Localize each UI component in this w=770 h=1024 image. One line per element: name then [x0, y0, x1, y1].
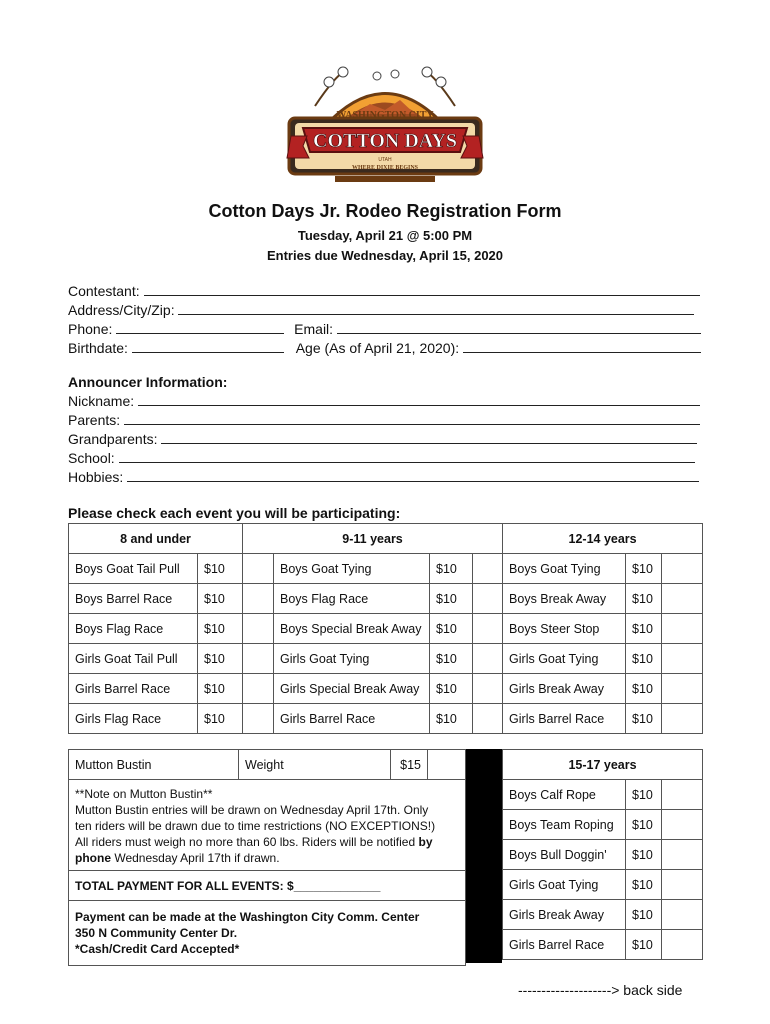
event-checkbox[interactable] [473, 554, 503, 584]
grandparents-row [68, 431, 697, 447]
payment-line-3: *Cash/Credit Card Accepted* [75, 942, 240, 956]
event-checkbox[interactable] [662, 900, 703, 930]
event-name: Boys Steer Stop [503, 614, 626, 644]
address-label: Address/City/Zip: [68, 302, 175, 318]
contestant-label: Contestant: [68, 283, 140, 299]
payment-line-2: 350 N Community Center Dr. [75, 926, 238, 940]
group-15-17: 15-17 years [503, 750, 703, 780]
email-field[interactable] [337, 321, 701, 334]
older-table [502, 749, 703, 960]
age-label: Age (As of April 21, 2020): [295, 340, 460, 356]
event-fee: $10 [198, 674, 243, 704]
contestant-field[interactable] [144, 283, 700, 296]
event-checkbox[interactable] [243, 554, 274, 584]
phone-row [68, 321, 701, 337]
event-name: Girls Barrel Race [503, 930, 626, 960]
back-side-note: --------------------> back side [518, 982, 683, 998]
mutton-row [69, 750, 466, 780]
mutton-weight-label: Weight [239, 750, 391, 780]
older-header-row [503, 750, 703, 780]
event-name: Girls Flag Race [69, 704, 198, 734]
note-line-2: ten riders will be drawn due to time restrictions (NO EXCEPTIONS!) [75, 819, 436, 833]
events-header-row [69, 524, 703, 554]
event-name: Girls Goat Tying [503, 644, 626, 674]
event-row [69, 554, 703, 584]
event-checkbox[interactable] [473, 674, 503, 704]
birthdate-field[interactable] [132, 340, 284, 353]
event-checkbox[interactable] [662, 840, 703, 870]
group-12-14: 12-14 years [503, 524, 703, 554]
group-9-11: 9-11 years [243, 524, 503, 554]
event-fee: $10 [626, 840, 662, 870]
event-name: Boys Flag Race [69, 614, 198, 644]
event-fee: $10 [626, 614, 662, 644]
event-fee: $10 [430, 584, 473, 614]
event-name: Boys Flag Race [274, 584, 430, 614]
logo-main-text: COTTON DAYS [313, 130, 457, 152]
parents-row [68, 412, 700, 428]
event-name: Boys Calf Rope [503, 780, 626, 810]
events-table [68, 523, 703, 734]
older-event-row [503, 780, 703, 810]
event-checkbox[interactable] [243, 644, 274, 674]
event-fee: $10 [198, 704, 243, 734]
event-row [69, 584, 703, 614]
logo-small-text: UTAH [378, 157, 392, 163]
event-fee: $10 [626, 554, 662, 584]
cotton-days-logo [285, 66, 485, 191]
event-fee: $10 [626, 810, 662, 840]
older-event-row [503, 840, 703, 870]
grandparents-label: Grandparents: [68, 431, 158, 447]
event-fee: $10 [430, 674, 473, 704]
event-checkbox[interactable] [243, 704, 274, 734]
age-field[interactable] [463, 340, 701, 353]
note-line-3b: by [418, 835, 433, 849]
event-checkbox[interactable] [473, 644, 503, 674]
logo-top-text: WASHINGTON CITY [336, 110, 434, 121]
note-line-3: All riders must weigh no more than 60 lbs. Riders will be notified [75, 835, 416, 849]
event-checkbox[interactable] [662, 614, 703, 644]
payment-row [69, 901, 466, 966]
event-fee: $10 [430, 554, 473, 584]
event-name: Boys Goat Tying [503, 554, 626, 584]
note-title: **Note on Mutton Bustin** [75, 787, 213, 801]
event-checkbox[interactable] [473, 584, 503, 614]
event-fee: $10 [626, 674, 662, 704]
hobbies-row [68, 469, 699, 485]
school-label: School: [68, 450, 115, 466]
event-checkbox[interactable] [662, 704, 703, 734]
nickname-label: Nickname: [68, 393, 135, 409]
entries-due: Entries due Wednesday, April 15, 2020 [266, 248, 504, 263]
address-row [68, 302, 694, 318]
email-label: Email: [294, 321, 334, 337]
address-field[interactable] [178, 302, 694, 315]
older-event-row [503, 810, 703, 840]
grandparents-field[interactable] [161, 431, 697, 444]
older-event-row [503, 900, 703, 930]
event-fee: $10 [626, 900, 662, 930]
event-name: Boys Team Roping [503, 810, 626, 840]
event-name: Boys Special Break Away [274, 614, 430, 644]
event-checkbox[interactable] [473, 704, 503, 734]
birthdate-label: Birthdate: [68, 340, 128, 356]
event-name: Boys Bull Doggin' [503, 840, 626, 870]
note-line-1: Mutton Bustin entries will be drawn on Wednesday April 17th. Only [75, 803, 429, 817]
event-checkbox[interactable] [662, 584, 703, 614]
school-row [68, 450, 695, 466]
event-name: Girls Barrel Race [274, 704, 430, 734]
event-fee: $10 [626, 780, 662, 810]
logo-bottom-text: WHERE DIXIE BEGINS [351, 165, 419, 171]
event-checkbox[interactable] [662, 930, 703, 960]
group-8-under: 8 and under [69, 524, 243, 554]
payment-info [69, 901, 466, 966]
hobbies-field[interactable] [127, 469, 699, 482]
total-row [69, 871, 466, 901]
event-row [69, 704, 703, 734]
contestant-row [68, 283, 700, 299]
event-name: Girls Goat Tying [503, 870, 626, 900]
event-checkbox[interactable] [473, 614, 503, 644]
event-name: Boys Barrel Race [69, 584, 198, 614]
black-divider [466, 749, 502, 963]
announcer-heading: Announcer Information: [68, 374, 228, 390]
school-field[interactable] [119, 450, 695, 463]
older-event-row [503, 870, 703, 900]
event-name: Girls Barrel Race [69, 674, 198, 704]
mutton-label: Mutton Bustin [69, 750, 239, 780]
event-checkbox[interactable] [243, 614, 274, 644]
event-checkbox[interactable] [662, 810, 703, 840]
older-event-row [503, 930, 703, 960]
event-name: Girls Break Away [503, 674, 626, 704]
event-checkbox[interactable] [662, 644, 703, 674]
mutton-table [68, 749, 466, 966]
event-name: Girls Goat Tail Pull [69, 644, 198, 674]
event-name: Girls Special Break Away [274, 674, 430, 704]
event-checkbox[interactable] [662, 554, 703, 584]
hobbies-label: Hobbies: [68, 469, 124, 485]
mutton-checkbox[interactable] [428, 750, 466, 780]
parents-label: Parents: [68, 412, 121, 428]
event-name: Boys Goat Tail Pull [69, 554, 198, 584]
event-checkbox[interactable] [243, 584, 274, 614]
event-fee: $10 [626, 930, 662, 960]
event-date: Tuesday, April 21 @ 5:00 PM [297, 228, 473, 243]
nickname-field[interactable] [138, 393, 700, 406]
form-title: Cotton Days Jr. Rodeo Registration Form [208, 201, 562, 221]
event-row [69, 644, 703, 674]
event-fee: $10 [430, 644, 473, 674]
mutton-price: $15 [391, 750, 428, 780]
phone-label: Phone: [68, 321, 113, 337]
note-line-3-row [75, 834, 459, 850]
events-heading: Please check each event you will be participating: [68, 505, 401, 521]
event-row [69, 614, 703, 644]
event-name: Boys Goat Tying [274, 554, 430, 584]
event-fee: $10 [626, 870, 662, 900]
event-checkbox[interactable] [662, 870, 703, 900]
event-fee: $10 [626, 584, 662, 614]
event-fee: $10 [626, 704, 662, 734]
note-line-4b: Wednesday April 17th if drawn. [114, 851, 280, 865]
event-checkbox[interactable] [662, 674, 703, 704]
event-name: Girls Barrel Race [503, 704, 626, 734]
mutton-note [69, 780, 466, 871]
note-line-4a: phone [75, 851, 111, 865]
nickname-row [68, 393, 700, 409]
event-fee: $10 [626, 644, 662, 674]
event-name: Boys Break Away [503, 584, 626, 614]
payment-line-1: Payment can be made at the Washington City Comm. Center [75, 910, 420, 924]
event-checkbox[interactable] [243, 674, 274, 704]
event-checkbox[interactable] [662, 780, 703, 810]
event-fee: $10 [430, 614, 473, 644]
event-fee: $10 [198, 584, 243, 614]
event-name: Girls Break Away [503, 900, 626, 930]
event-name: Girls Goat Tying [274, 644, 430, 674]
parents-field[interactable] [124, 412, 700, 425]
phone-field[interactable] [116, 321, 284, 334]
event-fee: $10 [198, 644, 243, 674]
event-row [69, 674, 703, 704]
event-fee: $10 [198, 614, 243, 644]
event-fee: $10 [198, 554, 243, 584]
event-fee: $10 [430, 704, 473, 734]
mutton-note-row [69, 780, 466, 871]
total-payment[interactable]: TOTAL PAYMENT FOR ALL EVENTS: $_____________ [69, 871, 466, 901]
birthdate-row [68, 340, 701, 356]
note-line-4-row [75, 850, 459, 866]
